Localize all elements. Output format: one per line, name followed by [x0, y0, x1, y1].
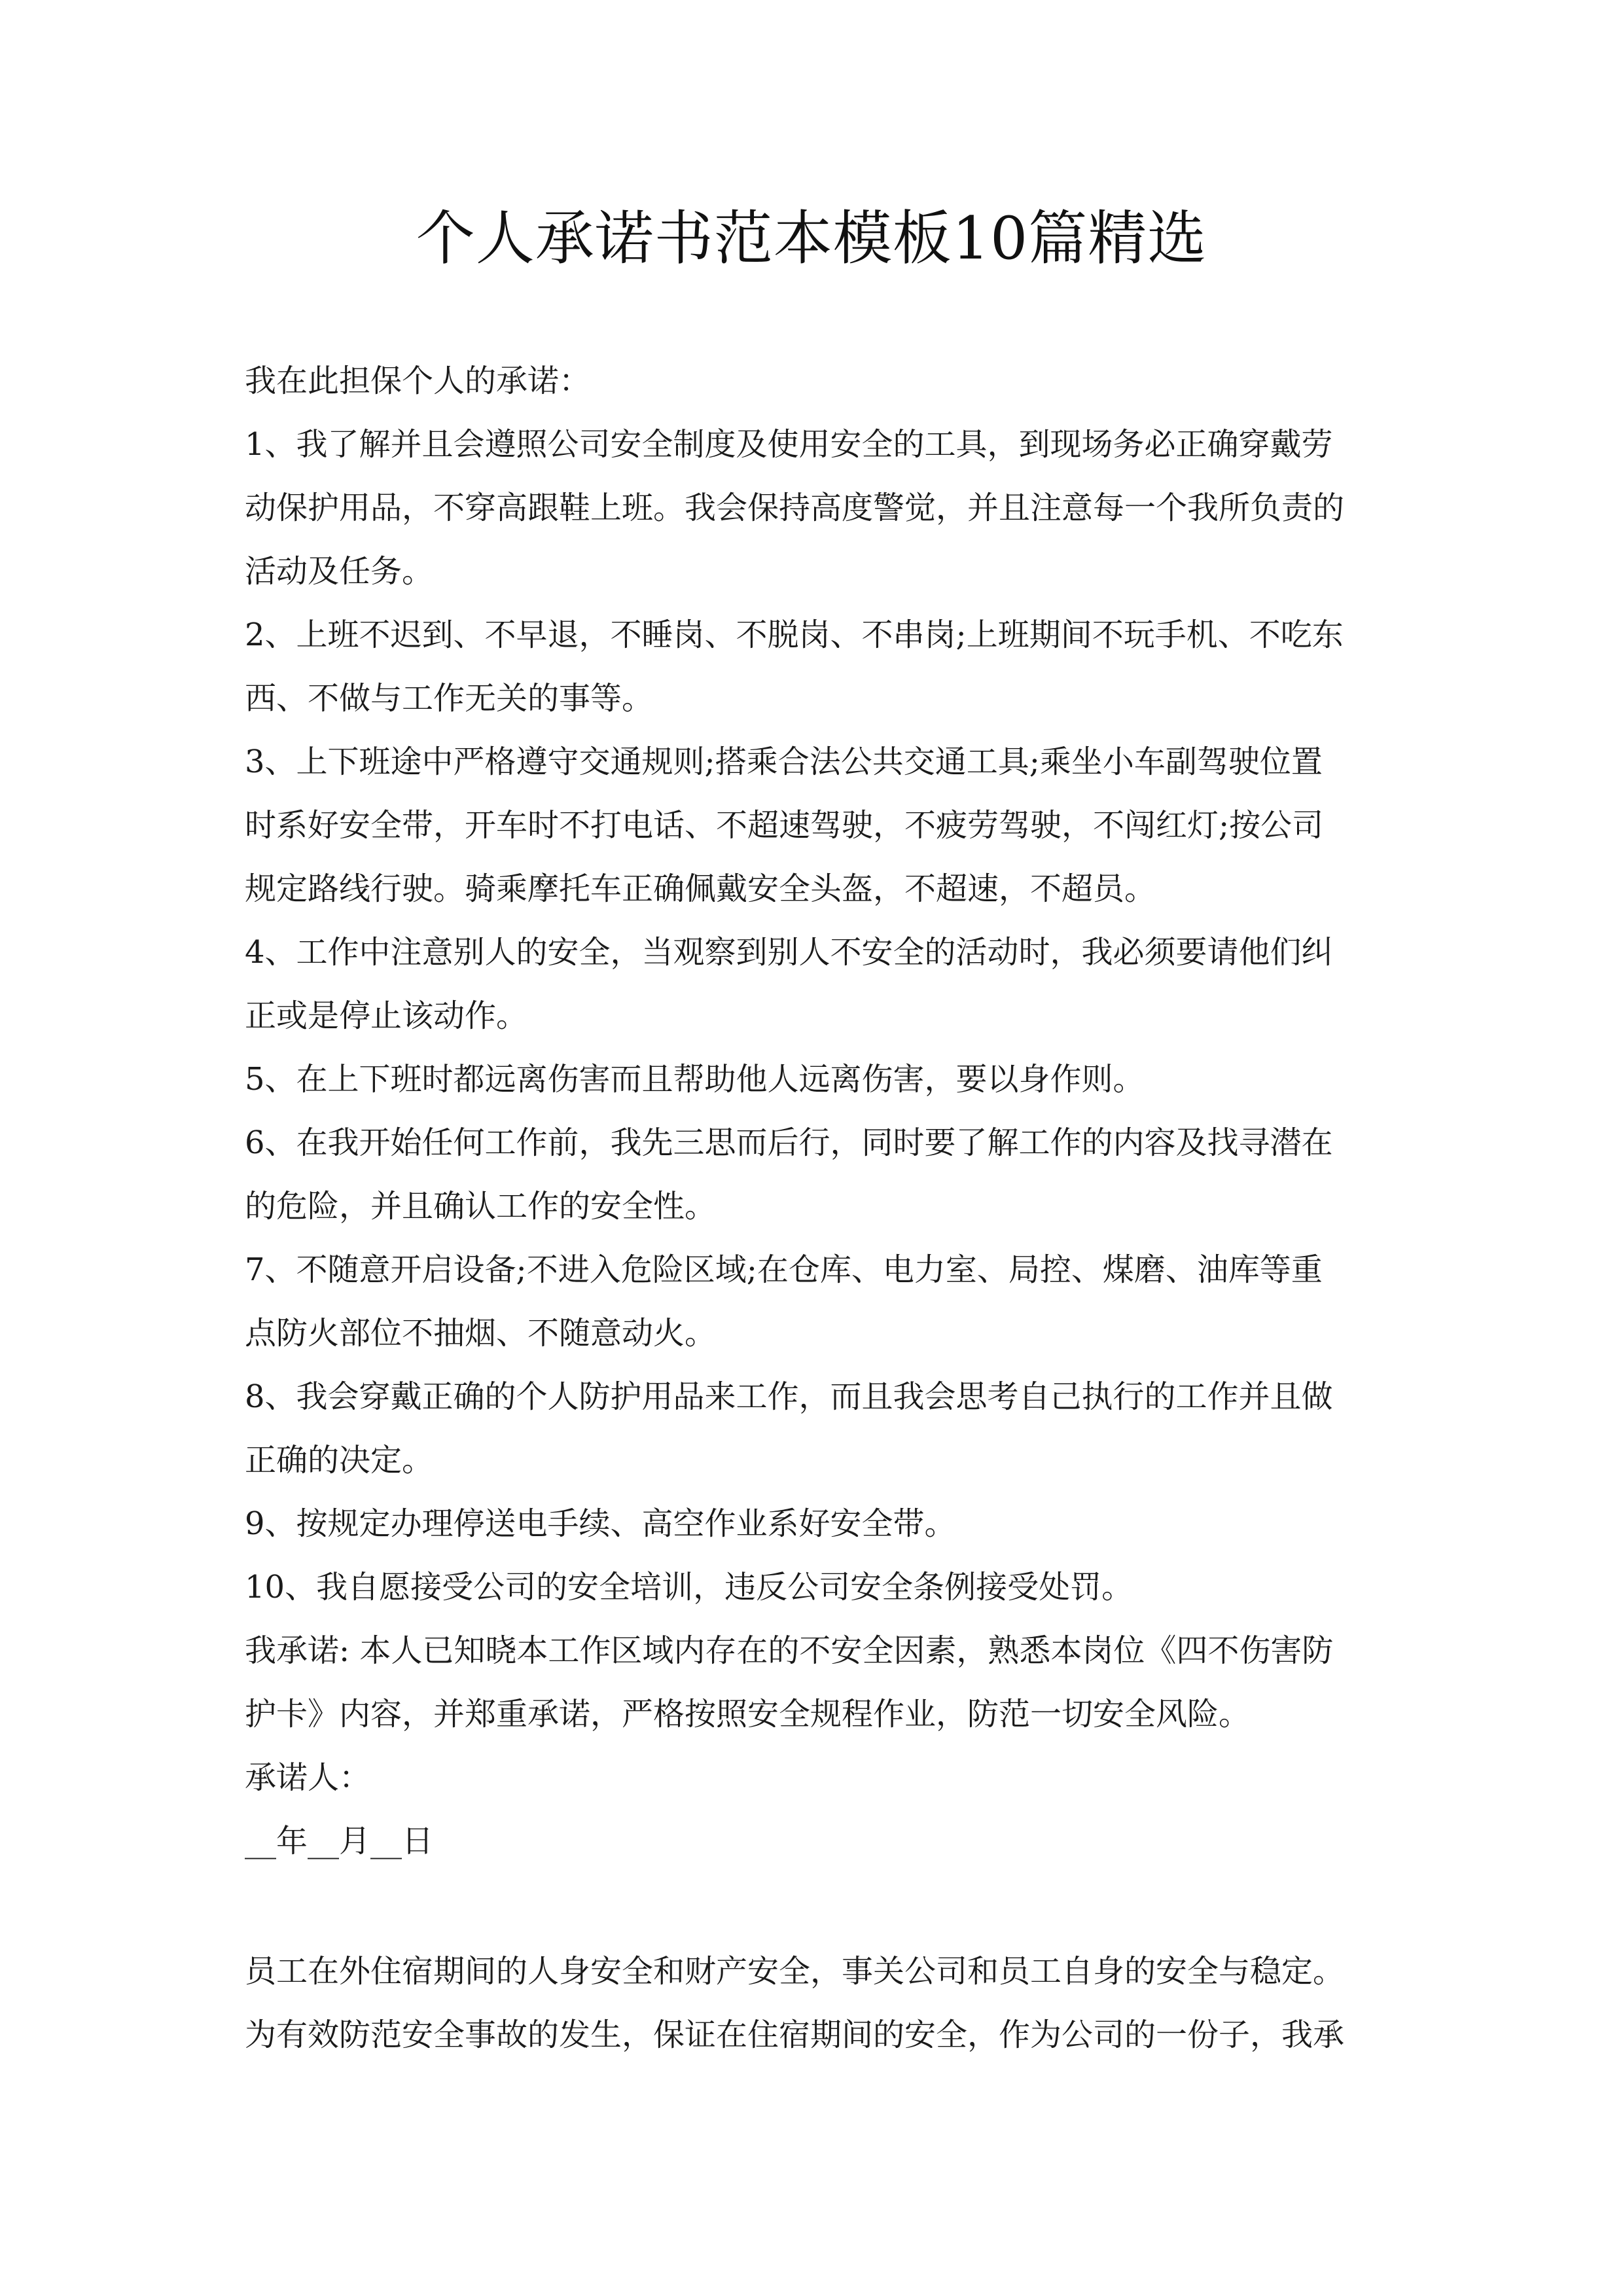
item-8-line-1: 8、我会穿戴正确的个人防护用品来工作，而且我会思考自己执行的工作并且做 [245, 1378, 1333, 1415]
item-4-line-2: 正或是停止该动作。 [245, 997, 528, 1034]
item-2-line-1: 2、上班不迟到、不早退，不睡岗、不脱岗、不串岗;上班期间不玩手机、不吃东 [245, 617, 1344, 653]
item-3-line-2: 时系好安全带，开车时不打电话、不超速驾驶，不疲劳驾驶，不闯红灯;按公司 [245, 807, 1324, 844]
item-6-line-1: 6、在我开始任何工作前，我先三思而后行，同时要了解工作的内容及找寻潜在 [245, 1124, 1333, 1161]
item-10-line-1: 10、我自愿接受公司的安全培训，违反公司安全条例接受处罚。 [245, 1569, 1133, 1605]
item-2-line-2: 西、不做与工作无关的事等。 [245, 680, 654, 717]
item-7-line-2: 点防火部位不抽烟、不随意动火。 [245, 1315, 717, 1352]
item-3-line-1: 3、上下班途中严格遵守交通规则;搭乘合法公共交通工具;乘坐小车副驾驶位置 [245, 744, 1323, 780]
item-1-line-1: 1、我了解并且会遵照公司安全制度及使用安全的工具，到现场务必正确穿戴劳 [245, 426, 1333, 463]
second-template-line-2: 为有效防范安全事故的发生，保证在住宿期间的安全，作为公司的一份子，我承 [245, 2017, 1345, 2053]
item-6-line-2: 的危险，并且确认工作的安全性。 [245, 1188, 717, 1225]
item-9-line-1: 9、按规定办理停送电手续、高空作业系好安全带。 [245, 1505, 956, 1542]
item-3-line-3: 规定路线行驶。骑乘摩托车正确佩戴安全头盔，不超速，不超员。 [245, 870, 1156, 907]
item-1-line-3: 活动及任务。 [245, 553, 434, 590]
item-7-line-1: 7、不随意开启设备;不进入危险区域;在仓库、电力室、局控、煤磨、油库等重 [245, 1251, 1323, 1288]
second-template-line-1: 员工在外住宿期间的人身安全和财产安全，事关公司和员工自身的安全与稳定。 [245, 1953, 1345, 1990]
signatory-label: 承诺人： [245, 1759, 371, 1796]
item-4-line-1: 4、工作中注意别人的安全，当观察到别人不安全的活动时，我必须要请他们纠 [245, 934, 1333, 971]
item-8-line-2: 正确的决定。 [245, 1442, 434, 1479]
date-line: __年__月__日 [245, 1823, 434, 1859]
item-5-line-1: 5、在上下班时都远离伤害而且帮助他人远离伤害，要以身作则。 [245, 1061, 1145, 1098]
pledge-line-2: 护卡》内容，并郑重承诺，严格按照安全规程作业，防范一切安全风险。 [245, 1696, 1251, 1732]
item-1-line-2: 动保护用品，不穿高跟鞋上班。我会保持高度警觉，并且注意每一个我所负责的 [245, 490, 1345, 526]
pledge-line-1: 我承诺: 本人已知晓本工作区域内存在的不安全因素，熟悉本岗位《四不伤害防 [245, 1632, 1334, 1669]
page-title: 个人承诺书范本模板10篇精选 [416, 204, 1207, 273]
intro-line: 我在此担保个人的承诺： [245, 363, 591, 399]
